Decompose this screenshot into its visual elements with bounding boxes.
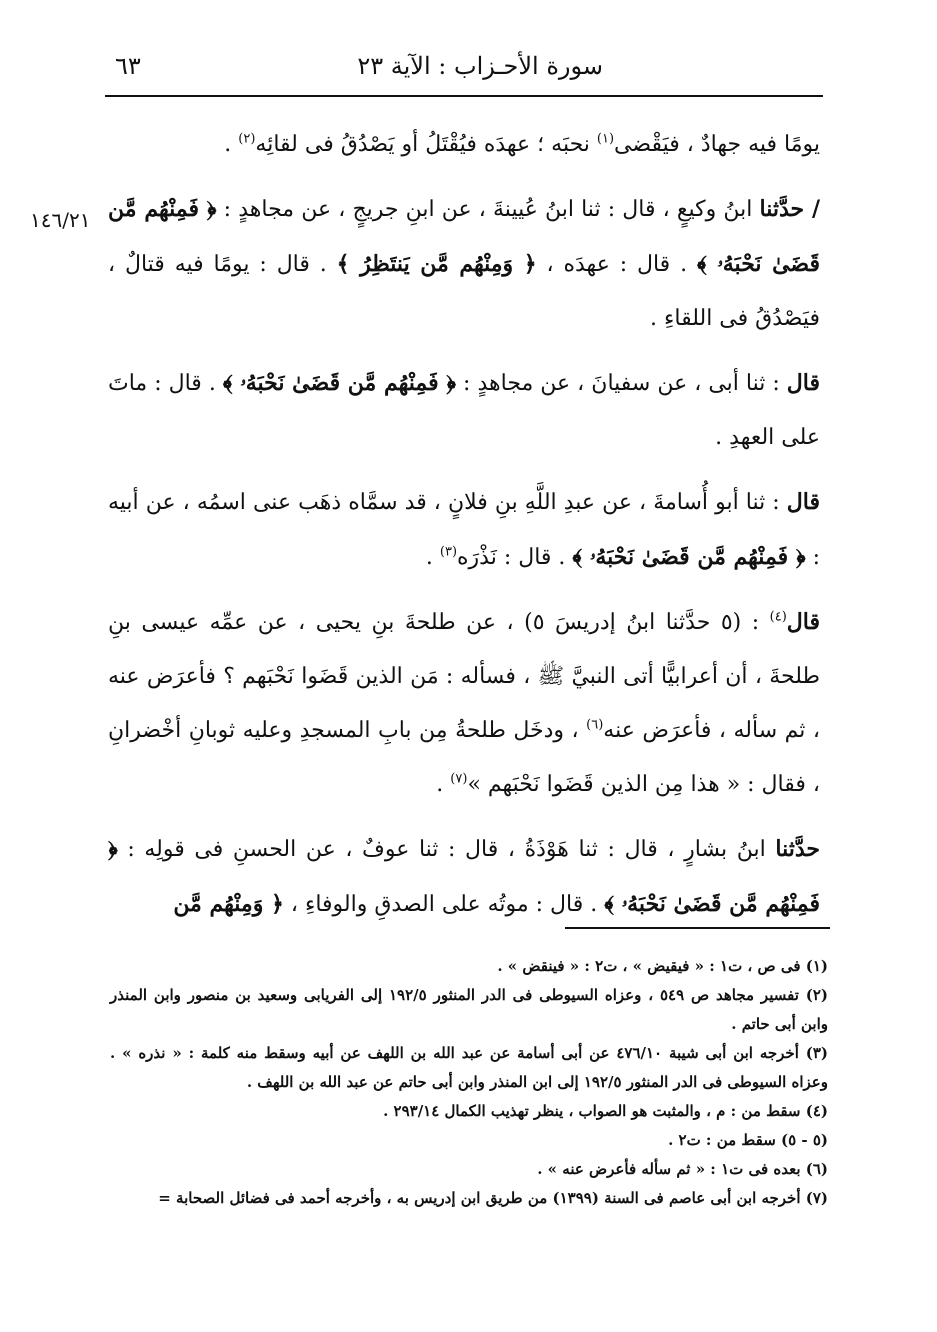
footnote-1: (١) فى ص ، ت١ : « فيقيض » ، ت٢ : « فينقض » . xyxy=(497,957,828,975)
paragraph xyxy=(108,118,820,172)
paragraph xyxy=(108,356,820,465)
header-rule xyxy=(105,95,823,97)
page-number: ٦٣ xyxy=(115,52,141,80)
text-run: . قال : عهدَه ، xyxy=(536,252,697,277)
footnote-ref: (٤) xyxy=(769,609,787,625)
paragraph xyxy=(108,182,820,346)
footnote-3: (٣) أخرجه ابن أبى شيبة ٤٧٦/١٠ عن أبى أسامة عن عبد الله بن اللهف عن أبيه وسقط منه كلمة : « نذره » . وعزاه السيوطى فى الدر المنثور ١٩٢/٥ إلى ابن المنذر وابن أبى حاتم عن عبد الله بن اللهف . xyxy=(110,1044,828,1091)
text-run: ابنُ بشارٍ ، قال : ثنا هَوْذَةُ ، قال : ثنا عوفٌ ، عن الحسنِ فى قولِه : xyxy=(117,837,776,862)
text-run: ، ودخَل طلحةُ مِن بابِ المسجدِ وعليه ثوبانِ أخْضرانِ ، فقال : « هذا مِن الذين قَضَوا نَحْبَهم » xyxy=(108,718,820,797)
isnad-lead: قال xyxy=(786,370,821,396)
footnote-2: (٢) تفسير مجاهد ص ٥٤٩ ، وعزاه السيوطى فى الدر المنثور ١٩٢/٥ إلى الفريابى وسعيد بن منصور وابن المنذر وابن أبى حاتم . xyxy=(110,986,829,1033)
text-run: : (٥ حدَّثنا ابنُ إدريسَ ٥) ، عن طلحةَ بنِ يحيى ، عن عمِّه عيسى بنِ طلحةَ ، أن أعرابيًّا أتى النبيَّ ﷺ ، فسأله : مَن الذين قَضَوا نَحْبَهم ؟ فأعرَض عنه ، ثم سأله ، فأعرَض عنه xyxy=(108,610,820,743)
page-header xyxy=(105,52,823,94)
quran-quote: ﴿ فَمِنْهُم مَّن قَضَىٰ نَحْبَهُۥ ﴾ xyxy=(572,544,806,570)
text-run: : ثنا أبى ، عن سفيانَ ، عن مجاهدٍ : xyxy=(456,371,787,396)
footnote-5: (٥ - ٥) سقط من : ت٢ . xyxy=(668,1131,828,1149)
footnote-ref: (١) xyxy=(596,131,615,147)
footnotes xyxy=(110,952,828,1213)
footnote-ref: (٢) xyxy=(238,131,256,147)
footnote-ref: (٦) xyxy=(586,717,604,733)
footnote-ref: (٧) xyxy=(450,771,468,787)
text-run: . قال : يومًا فيه قتالٌ ، فيَصْدُقُ فى اللقاءِ . xyxy=(108,252,820,331)
text-run: نحبَه ؛ عهدَه فيُقْتَلُ أو يَصْدُقُ فى لقائِه xyxy=(255,132,597,157)
paragraph xyxy=(108,475,820,585)
text-run: . xyxy=(224,132,239,157)
paragraph xyxy=(108,595,820,812)
isnad-lead: قال xyxy=(786,609,821,635)
text-run: . xyxy=(436,772,451,797)
isnad-lead: حدَّثنا xyxy=(775,836,820,862)
quran-quote: ﴿ وَمِنْهُم مَّن xyxy=(173,891,284,917)
text-run: . xyxy=(425,545,440,570)
isnad-lead: قال xyxy=(786,489,820,515)
footnote-4: (٤) سقط من : م ، والمثبت هو الصواب ، ينظر تهذيب الكمال ٢٩٣/١٤ . xyxy=(383,1102,828,1120)
text-run: . قال : نَذْرَه xyxy=(457,545,573,570)
text-run: ابنُ وكيعٍ ، قال : ثنا ابنُ عُيينةَ ، عن ابنِ جريجٍ ، عن مجاهدٍ : xyxy=(216,197,760,222)
footnote-7: (٧) أخرجه ابن أبى عاصم فى السنة (١٣٩٩) من طريق ابن إدريس به ، وأخرجه أحمد فى فضائل الصحابة = xyxy=(158,1189,828,1207)
quran-quote: ﴿ وَمِنْهُم مَّن يَنتَظِرُ ﴾ xyxy=(336,251,537,277)
quran-quote: ﴿ فَمِنْهُم مَّن قَضَىٰ نَحْبَهُۥ ﴾ xyxy=(222,370,457,396)
text-run: : ثنا أبو أُسامةَ ، عن عبدِ اللَّهِ بنِ فلانٍ ، قد سمَّاه ذهَب عنى اسمُه ، عن أبيه : xyxy=(108,490,820,570)
footnote-ref: (٣) xyxy=(439,544,458,560)
footnote-separator xyxy=(565,927,830,929)
text-run: يومًا فيه جهادٌ ، فيَقْضى xyxy=(614,132,820,157)
paragraph xyxy=(108,822,820,932)
quran-quote: ﴿ فَمِنْهُم مَّن قَضَىٰ نَحْبَهُۥ ﴾ xyxy=(108,196,821,277)
footnote-6: (٦) بعده فى ت١ : « ثم سأله فأعرض عنه » . xyxy=(537,1160,828,1178)
main-text xyxy=(108,118,820,942)
text-run: . قال : ماتَ على العهدِ . xyxy=(108,371,820,450)
running-title: سورة الأحـزاب : الآية ٢٣ xyxy=(357,52,603,80)
margin-reference: ١٤٦/٢١ xyxy=(30,208,91,232)
quran-quote: ﴿ فَمِنْهُم مَّن قَضَىٰ نَحْبَهُۥ ﴾ xyxy=(108,836,820,917)
isnad-lead: / حدَّثنا xyxy=(759,196,820,222)
text-run: . قال : موتُه على الصدقِ والوفاءِ ، xyxy=(283,892,605,917)
